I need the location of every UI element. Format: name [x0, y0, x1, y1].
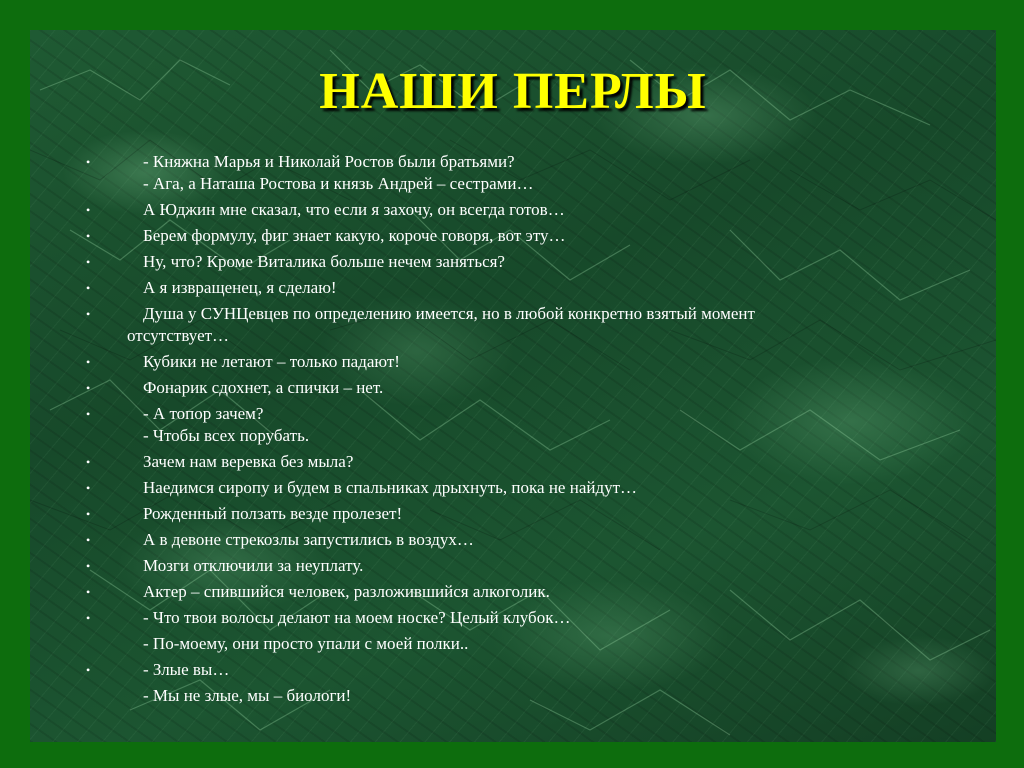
quote-line: Душа у СУНЦевцев по определению имеется, но в любой конкретно взятый момент — [143, 304, 755, 323]
bullet-icon: • — [86, 203, 91, 217]
quote-line: - Ага, а Наташа Ростова и князь Андрей – сестрами… — [143, 174, 534, 193]
quote-line: Фонарик сдохнет, а спички – нет. — [143, 378, 384, 397]
quote-line: - Злые вы… — [143, 660, 230, 679]
bullet-icon: • — [86, 255, 91, 269]
bullet-icon: • — [86, 481, 91, 495]
list-item — [30, 225, 996, 247]
quote-line: Берем формулу, фиг знает какую, короче говоря, вот эту… — [143, 226, 566, 245]
bullet-icon: • — [86, 229, 91, 243]
quote-line: - Мы не злые, мы – биологи! — [143, 686, 352, 705]
bullet-icon: • — [86, 663, 91, 677]
list-item — [30, 555, 996, 577]
list-item — [30, 451, 996, 473]
quote-line: А Юджин мне сказал, что если я захочу, он всегда готов… — [143, 200, 565, 219]
list-item — [30, 403, 996, 447]
list-item — [30, 303, 996, 347]
list-item — [30, 277, 996, 299]
quote-line: Зачем нам веревка без мыла? — [143, 452, 354, 471]
list-item — [30, 607, 996, 655]
bullet-icon: • — [86, 455, 91, 469]
quote-line: - Княжна Марья и Николай Ростов были братьями? — [143, 152, 515, 171]
slide — [30, 30, 996, 742]
quote-line: Ну, что? Кроме Виталика больше нечем заняться? — [143, 252, 505, 271]
list-item — [30, 251, 996, 273]
list-item — [30, 529, 996, 551]
bullet-icon: • — [86, 533, 91, 547]
quote-line: - А топор зачем? — [143, 404, 264, 423]
quote-line: - Что твои волосы делают на моем носке? Целый клубок… — [143, 608, 571, 627]
bullet-icon: • — [86, 559, 91, 573]
quote-line: - По-моему, они просто упали с моей полки.. — [143, 634, 469, 653]
quote-line: Кубики не летают – только падают! — [143, 352, 400, 371]
bullet-icon: • — [86, 381, 91, 395]
bullet-icon: • — [86, 507, 91, 521]
list-item — [30, 659, 996, 707]
list-item — [30, 477, 996, 499]
bullet-icon: • — [86, 585, 91, 599]
list-item — [30, 581, 996, 603]
list-item — [30, 377, 996, 399]
bullet-icon: • — [86, 355, 91, 369]
slide-title: НАШИ ПЕРЛЫ — [319, 63, 707, 120]
bullet-icon: • — [86, 281, 91, 295]
bullet-icon: • — [86, 407, 91, 421]
list-item — [30, 151, 996, 195]
quote-line: отсутствует… — [127, 326, 230, 345]
bullet-icon: • — [86, 307, 91, 321]
quote-line: А в девоне стрекозлы запустились в воздух… — [143, 530, 474, 549]
quote-line: Рожденный ползать везде пролезет! — [143, 504, 403, 523]
quote-line: Наедимся сиропу и будем в спальниках дрыхнуть, пока не найдут… — [143, 478, 638, 497]
quote-line: Мозги отключили за неуплату. — [143, 556, 364, 575]
list-item — [30, 351, 996, 373]
quote-line: Актер – спившийся человек, разложившийся алкоголик. — [143, 582, 550, 601]
quote-list — [30, 151, 996, 711]
list-item — [30, 199, 996, 221]
quote-line: - Чтобы всех порубать. — [143, 426, 310, 445]
quote-line: А я извращенец, я сделаю! — [143, 278, 337, 297]
bullet-icon: • — [86, 611, 91, 625]
list-item — [30, 503, 996, 525]
bullet-icon: • — [86, 155, 91, 169]
